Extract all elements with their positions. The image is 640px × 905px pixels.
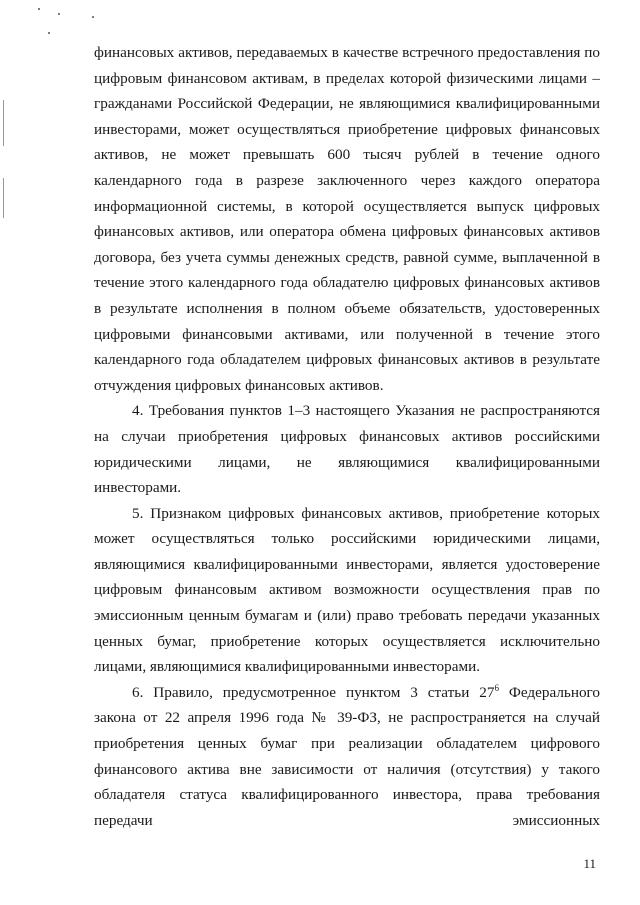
- paragraph-6-rest: Федерального закона от 22 апреля 1996 года № 39-ФЗ, не распространяется на случай приобретения ценных бумаг при реализации обладателем цифрового финансового актива вне зависимости от наличия (отсутствия) у такого обладателя статуса квалифицированного инвестора, права требования передачи эмиссионных: [94, 683, 600, 829]
- scan-speck: [58, 13, 60, 15]
- scan-speck: [92, 16, 94, 18]
- document-body: [94, 40, 600, 833]
- paragraph-continuation: финансовых активов, передаваемых в качестве встречного предоставления по цифровым финансовом активам, в пределах которой физическими лицами – гражданами Российской Федерации, не являющимися квалифицированными инвесторами, может осуществляться приобретение цифровых финансовых активов, не может превышать 600 тысяч рублей в течение одного календарного года в разрезе заключенного через каждого оператора информационной системы, в которой осуществляется выпуск цифровых финансовых активов, или оператора обмена цифровых финансовых активов договора, без учета суммы денежных средств, равной сумме, выплаченной в течение этого календарного года обладателю цифровых финансовых активов в результате исполнения в полном объеме обязательств, удостоверенных цифровыми финансовыми активами, или полученной в течение этого календарного года обладателем цифровых финансовых активов в результате отчуждения цифровых финансовых активов.: [94, 44, 600, 394]
- scan-edge-mark: [3, 100, 4, 146]
- paragraph-4: 4. Требования пунктов 1–3 настоящего Указания не распространяются на случаи приобретения цифровых финансовых активов российскими юридическими лицами, не являющимися квалифицированными инвесторами.: [94, 402, 600, 497]
- scan-speck: [38, 8, 40, 10]
- scan-speck: [48, 32, 50, 34]
- article-superscript: 6: [494, 682, 499, 693]
- paragraph-6-lead: 6. Правило, предусмотренное пунктом 3 статьи 27: [132, 683, 495, 701]
- scan-edge-mark: [3, 178, 4, 218]
- paragraph-5: 5. Признаком цифровых финансовых активов, приобретение которых может осуществляться только российскими юридическими лицами, являющимися квалифицированными инвесторами, является удостоверение цифровым финансовым активом возможности осуществления прав по эмиссионным ценным бумагам и (или) право требовать передачи указанных ценных бумаг, приобретение которых осуществляется исключительно лицами, являющимися квалифицированными инвесторами.: [94, 504, 600, 676]
- paragraph-6: [94, 680, 600, 834]
- page-number: 11: [583, 856, 596, 871]
